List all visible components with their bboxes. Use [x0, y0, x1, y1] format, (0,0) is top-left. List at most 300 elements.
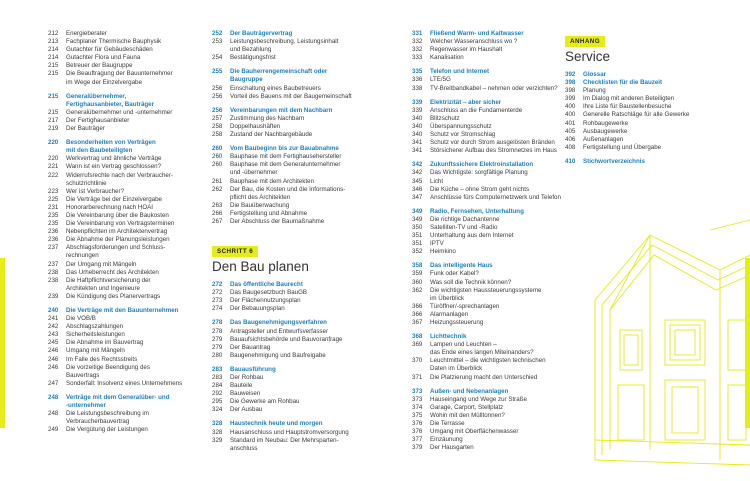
- entry-title: Die VOB/B: [66, 315, 96, 323]
- entry-title: Bestätigungsfrist: [230, 54, 276, 62]
- page-number: 260: [212, 161, 223, 169]
- section-heading[interactable]: 272 Das öffentliche Baurecht: [212, 281, 303, 289]
- section-heading[interactable]: 255 Die Bauherrengemeinschaft oder: [212, 68, 328, 76]
- page-number: 347: [412, 193, 423, 201]
- entry-title: Fachplaner Thermische Bauphysik: [66, 38, 162, 46]
- page-number: [48, 372, 66, 380]
- entry-title: Außenanlagen: [583, 135, 624, 143]
- entry-title: Türöffner/-sprechanlagen: [430, 302, 500, 310]
- toc-entry[interactable]: [48, 220, 198, 228]
- section-heading[interactable]: 248 Verträge mit dem Generalüber- und: [48, 393, 170, 401]
- toc-entry[interactable]: [48, 236, 198, 244]
- toc-entry[interactable]: [48, 212, 198, 220]
- toc-entry[interactable]: [48, 62, 198, 70]
- toc-entry[interactable]: [412, 224, 562, 232]
- entry-title: Hauseingang und Wege zur Straße: [430, 395, 527, 403]
- section-heading[interactable]: 335 Telefon und Internet: [412, 68, 490, 76]
- page-number: 221: [48, 163, 59, 171]
- toc-entry[interactable]: [48, 410, 198, 418]
- toc-entry-continuation[interactable]: [412, 365, 562, 373]
- toc-entry[interactable]: [412, 279, 562, 287]
- page-number: 280: [212, 351, 223, 359]
- toc-entry[interactable]: [212, 202, 352, 210]
- toc-entry[interactable]: [48, 261, 198, 269]
- toc-entry[interactable]: [48, 188, 198, 196]
- toc-entry[interactable]: [48, 356, 198, 364]
- section-heading[interactable]: 358 Das intelligente Haus: [412, 262, 493, 270]
- entry-title: Die Terrasse: [430, 420, 465, 428]
- entry-title: Die Abnahme im Bauvertrag: [66, 339, 144, 347]
- entry-title: Checklisten für die Bauzeit: [583, 79, 663, 87]
- entry-title: das Ende eines langen Miteinanders?: [430, 349, 534, 357]
- section-heading[interactable]: 215 Generalübernehmer,: [48, 92, 127, 100]
- entry-title: Baugenehmigung und Baufreigabe: [230, 351, 326, 359]
- toc-entry[interactable]: [48, 46, 198, 54]
- page-number: 235: [48, 220, 59, 228]
- toc-entry[interactable]: [412, 194, 562, 202]
- toc-entry[interactable]: [412, 147, 562, 155]
- toc-entry[interactable]: [412, 216, 562, 224]
- left-edge-accent: [0, 258, 5, 428]
- toc-entry[interactable]: [212, 398, 352, 406]
- entry-title: und Bezahlung: [230, 46, 272, 54]
- toc-entry[interactable]: [412, 270, 562, 278]
- page-number: 392: [565, 71, 576, 78]
- entry-title: Energieberater: [66, 30, 107, 37]
- toc-entry[interactable]: [212, 161, 352, 169]
- toc-entry[interactable]: [212, 115, 352, 123]
- section-heading[interactable]: 252 Der Bauträgervertrag: [212, 30, 293, 37]
- toc-entry[interactable]: [48, 228, 198, 236]
- entry-title: Antragsteller und Entwurfsverfasser: [230, 327, 329, 335]
- entry-title: Vorteil des Bauens mit der Baugemeinschaft: [230, 92, 352, 100]
- section-heading[interactable]: 373 Außen- und Nebenanlagen: [412, 387, 509, 395]
- entry-title: Anschlüsse fürs Computernetzwerk und Telefon: [430, 193, 561, 201]
- toc-entry[interactable]: [48, 155, 198, 163]
- toc-entry[interactable]: [412, 76, 562, 84]
- entry-title: Zustand der Nachbargebäude: [230, 131, 313, 139]
- entry-title: Nebenpflichten im Architektenvertrag: [66, 228, 168, 236]
- page-number: 400: [565, 111, 576, 119]
- section-heading-cont[interactable]: Baugruppe: [230, 76, 263, 84]
- page-number: [48, 79, 66, 87]
- entry-title: Werkvertrag und ähnliche Verträge: [66, 155, 162, 163]
- page-number: 359: [412, 270, 423, 278]
- toc-entry[interactable]: [412, 232, 562, 240]
- toc-entry[interactable]: [412, 319, 562, 327]
- page-number: 341: [412, 139, 423, 147]
- entry-title: Die Vereinbarung über die Baukosten: [66, 211, 169, 219]
- toc-entry[interactable]: [48, 54, 198, 62]
- entry-title: Was soll die Technik können?: [430, 278, 512, 286]
- toc-entry[interactable]: [412, 444, 562, 452]
- page-number: 400: [565, 103, 576, 111]
- entry-title: rechnungen: [66, 252, 99, 260]
- toc-entry[interactable]: [212, 344, 352, 352]
- toc-entry[interactable]: [212, 352, 352, 360]
- page-number: 243: [48, 331, 59, 339]
- toc-entry[interactable]: [48, 380, 198, 388]
- toc-entry[interactable]: [412, 412, 562, 420]
- toc-entry[interactable]: [48, 339, 198, 347]
- toc-entry[interactable]: [565, 103, 685, 111]
- page-number: 405: [565, 127, 576, 135]
- toc-entry[interactable]: [412, 115, 562, 123]
- page-number: 238: [48, 276, 59, 284]
- toc-entry[interactable]: [565, 87, 685, 95]
- page-number: [48, 285, 66, 293]
- toc-entry-continuation[interactable]: [48, 79, 198, 87]
- page-number: 258: [212, 131, 223, 139]
- entry-title: Die Abnahme der Planungsleistungen: [66, 236, 170, 244]
- section-heading[interactable]: 349 Radio, Fernsehen, Unterhaltung: [412, 207, 524, 215]
- toc-entry[interactable]: [412, 374, 562, 382]
- page-number: 408: [565, 143, 576, 151]
- section-heading[interactable]: 278 Das Baugenehmigungsverfahren: [212, 319, 327, 327]
- toc-entry[interactable]: [212, 38, 352, 46]
- toc-entry[interactable]: [48, 331, 198, 339]
- page-number: 324: [212, 406, 223, 414]
- toc-entry[interactable]: [412, 54, 562, 62]
- page-number: 246: [48, 363, 59, 371]
- entry-title: Fertigstellung und Übergabe: [583, 143, 662, 151]
- page-number: 219: [48, 125, 59, 133]
- toc-entry[interactable]: [212, 297, 352, 305]
- page-number: 225: [48, 195, 59, 203]
- toc-entry-continuation[interactable]: [48, 252, 198, 260]
- toc-entry[interactable]: [412, 396, 562, 404]
- page-number: 374: [412, 403, 423, 411]
- page-number: 262: [212, 185, 223, 193]
- entry-title: Honorarberechnung nach HOAI: [66, 203, 154, 211]
- toc-entry[interactable]: [412, 248, 562, 256]
- entry-title: Daten im Überblick: [430, 365, 483, 373]
- page-number: 273: [212, 297, 223, 305]
- entry-title: Der Bau, die Kosten und die Informations-: [230, 185, 346, 193]
- page-number: 279: [212, 343, 223, 351]
- entry-title: Lampen und Leuchten –: [430, 341, 497, 349]
- entry-title: Bauaufsichtsbehörde und Bauvoranfrage: [230, 335, 343, 343]
- entry-title: Der Fertighausanbieter: [66, 116, 130, 124]
- entry-title: Architekten und Ingenieure: [66, 284, 140, 292]
- toc-entry[interactable]: [212, 178, 352, 186]
- toc-entry[interactable]: [412, 123, 562, 131]
- entry-title: Schutz vor durch Strom ausgelösten Bränden: [430, 139, 555, 147]
- toc-entry[interactable]: [412, 46, 562, 54]
- toc-entry[interactable]: [212, 289, 352, 297]
- page-number: [412, 295, 430, 303]
- entry-title: Die Haftpflichtversicherung der: [66, 276, 151, 284]
- entry-title: Widerrufsrechte nach der Verbraucher-: [66, 171, 173, 179]
- toc-entry[interactable]: [412, 404, 562, 412]
- toc-entry[interactable]: [412, 240, 562, 248]
- entry-title: Die Kündigung des Planervertrags: [66, 292, 161, 300]
- entry-title: anschluss: [230, 444, 258, 452]
- entry-title: Der Umgang mit Mängeln: [66, 260, 137, 268]
- toc-entry[interactable]: [412, 303, 562, 311]
- chapter-title: Den Bau planen: [212, 259, 309, 275]
- page-number: 266: [212, 209, 223, 217]
- entry-title: Zustimmung des Nachbarn: [230, 114, 305, 122]
- toc-entry[interactable]: [565, 120, 685, 128]
- toc-entry[interactable]: [48, 364, 198, 372]
- toc-entry[interactable]: [48, 117, 198, 125]
- toc-entry[interactable]: [412, 178, 562, 186]
- toc-entry[interactable]: [48, 269, 198, 277]
- toc-entry[interactable]: [212, 437, 352, 445]
- entry-title: Die Gewerke am Rohbau: [230, 398, 300, 406]
- toc-entry[interactable]: [212, 390, 352, 398]
- toc-entry[interactable]: [565, 111, 690, 119]
- entry-title: Licht: [430, 177, 444, 185]
- entry-title: Wohin mit den Mülltonnen?: [430, 411, 505, 419]
- entry-title: Im Falle des Rechtsstreits: [66, 355, 138, 363]
- toc-column-3: [412, 30, 562, 452]
- toc-entry[interactable]: [565, 144, 685, 152]
- entry-title: Generalübernehmer und -unternehmer: [66, 108, 173, 116]
- toc-entry[interactable]: [48, 125, 198, 133]
- section-heading-cont[interactable]: mit den Baubeteiligten: [66, 147, 133, 155]
- entry-title: Sonderfall: Insolvenz eines Unternehmens: [66, 379, 183, 387]
- toc-entry[interactable]: [48, 277, 198, 285]
- toc-entry[interactable]: [212, 54, 352, 62]
- entry-title: Das Baugesetzbuch BauGB: [230, 289, 308, 297]
- entry-title: Einschaltung eines Baubetreuers: [230, 84, 321, 92]
- toc-entry[interactable]: [212, 406, 352, 414]
- toc-entry[interactable]: [212, 210, 352, 218]
- toc-entry[interactable]: [48, 426, 198, 434]
- toc-entry[interactable]: [48, 163, 198, 171]
- entry-title: Wann ist ein Vertrag geschlossen?: [66, 163, 162, 171]
- toc-entry[interactable]: [212, 93, 352, 101]
- page-number: 274: [212, 305, 223, 313]
- entry-title: Die Leistungsbeschreibung im: [66, 410, 149, 418]
- page-number: [212, 46, 230, 54]
- toc-entry[interactable]: [412, 436, 562, 444]
- toc-entry[interactable]: [565, 79, 685, 87]
- section-heading-cont[interactable]: Fertighausanbieter, Bauträger: [66, 100, 155, 108]
- toc-entry[interactable]: [212, 429, 352, 437]
- toc-entry-continuation[interactable]: [412, 295, 562, 303]
- toc-entry[interactable]: [412, 311, 562, 319]
- toc-entry[interactable]: [48, 323, 198, 331]
- toc-entry[interactable]: [412, 357, 562, 365]
- toc-entry[interactable]: [48, 204, 198, 212]
- section-heading[interactable]: 368 Lichttechnik: [412, 333, 467, 341]
- page-number: 248: [48, 410, 59, 418]
- chapter-tag: ANHANG: [565, 36, 605, 47]
- entry-title: LTE/5G: [430, 76, 451, 84]
- toc-entry[interactable]: [212, 123, 352, 131]
- toc-entry[interactable]: [48, 30, 198, 38]
- toc-entry-continuation[interactable]: [212, 46, 352, 54]
- entry-title: Heimkino: [430, 248, 456, 256]
- toc-entry[interactable]: [48, 109, 198, 117]
- entry-title: Umgang mit Mängeln: [66, 347, 125, 355]
- page-number: 222: [48, 171, 59, 179]
- chapter-title: Service: [565, 49, 611, 64]
- entry-title: Leistungsbeschreibung, Leistungsinhalt: [230, 38, 339, 46]
- entry-title: schutzrichtlinie: [66, 179, 107, 187]
- page-number: 231: [48, 203, 59, 211]
- page-number: 352: [412, 248, 423, 256]
- entry-title: Die Bauüberwachung: [230, 201, 290, 209]
- entry-title: Umgang mit Oberflächenwasser: [430, 428, 519, 436]
- page-number: 283: [212, 374, 223, 381]
- toc-entry[interactable]: [412, 186, 562, 194]
- toc-entry[interactable]: [48, 315, 198, 323]
- toc-entry[interactable]: [212, 153, 352, 161]
- entry-title: Der Bauträger: [66, 125, 105, 133]
- page-number: 371: [412, 373, 423, 381]
- section-heading[interactable]: 256 Vereinbarungen mit dem Nachbarn: [212, 106, 333, 114]
- section-heading[interactable]: 331 Fließend Warm- und Kaltwasser: [412, 30, 524, 37]
- entry-title: Anschluss an die Fundamenterde: [430, 106, 523, 114]
- toc-entry[interactable]: [565, 136, 685, 144]
- toc-entry[interactable]: [212, 186, 352, 194]
- entry-title: Alarmanlagen: [430, 310, 469, 318]
- toc-entry[interactable]: [48, 172, 198, 180]
- page-number: 213: [48, 38, 59, 46]
- page-number: 377: [412, 436, 423, 444]
- toc-entry[interactable]: [412, 131, 562, 139]
- entry-title: Bauphase mit dem Generalunternehmer: [230, 161, 341, 169]
- toc-entry[interactable]: [212, 382, 352, 390]
- entry-title: Die wichtigsten Haussteuerungssysteme: [430, 286, 542, 294]
- toc-entry[interactable]: [412, 428, 562, 436]
- toc-entry[interactable]: [412, 139, 562, 147]
- page-number: 214: [48, 54, 59, 62]
- page-number: 236: [48, 236, 59, 244]
- entry-title: Garage, Carport, Stellplatz: [430, 403, 504, 411]
- toc-entry[interactable]: [48, 347, 198, 355]
- section-heading-cont[interactable]: -unternehmer: [66, 402, 106, 410]
- toc-entry[interactable]: [48, 293, 198, 301]
- section-heading[interactable]: 220 Besonderheiten von Verträgen: [48, 139, 156, 147]
- toc-entry-continuation[interactable]: [48, 418, 198, 426]
- page-number: 333: [412, 54, 423, 62]
- toc-entry[interactable]: [48, 38, 198, 46]
- toc-entry-continuation[interactable]: [212, 194, 352, 202]
- section-heading[interactable]: 260 Vom Baubeginn bis zur Bauabnahme: [212, 145, 339, 153]
- entry-title: Der Bebauungsplan: [230, 305, 285, 313]
- page-number: 376: [412, 428, 423, 436]
- toc-entry[interactable]: [212, 85, 352, 93]
- page-number: [412, 349, 430, 357]
- page-number: 340: [412, 114, 423, 122]
- toc-entry-continuation[interactable]: [48, 180, 198, 188]
- page-number: 284: [212, 382, 223, 390]
- page-number: 253: [212, 38, 223, 46]
- page-number: 339: [412, 106, 423, 114]
- entry-title: Einzäunung: [430, 436, 463, 444]
- page-number: 399: [565, 95, 576, 103]
- toc-column-1: [48, 30, 198, 434]
- toc-entry[interactable]: [565, 128, 685, 136]
- page-number: 272: [212, 289, 223, 297]
- page-number: 237: [48, 244, 59, 252]
- toc-entry-continuation[interactable]: [212, 445, 352, 453]
- entry-title: Der Abschluss der Baumaßnahme: [230, 217, 325, 225]
- page-number: 256: [212, 92, 223, 100]
- page-number: 241: [48, 315, 59, 323]
- entry-title: Der Ausbau: [230, 406, 263, 414]
- entry-title: Fertigstellung und Abnahme: [230, 209, 308, 217]
- entry-title: Glossar: [583, 71, 607, 78]
- page-number: 401: [565, 119, 576, 127]
- toc-entry[interactable]: [48, 196, 198, 204]
- entry-title: Abschlagszahlungen: [66, 323, 124, 331]
- toc-entry[interactable]: [212, 336, 352, 344]
- page-number: 345: [412, 177, 423, 185]
- page-number: 338: [412, 84, 423, 92]
- entry-title: Der Bauantrag: [230, 343, 271, 351]
- page-number: 247: [48, 379, 59, 387]
- toc-entry[interactable]: [412, 341, 562, 349]
- section-heading[interactable]: 240 Die Verträge mit den Bauunternehmen: [48, 307, 179, 314]
- toc-entry[interactable]: [212, 374, 352, 382]
- toc-entry[interactable]: [565, 95, 685, 103]
- page-number: 223: [48, 187, 59, 195]
- toc-entry-continuation[interactable]: [48, 372, 198, 380]
- toc-entry-continuation[interactable]: [212, 169, 352, 177]
- toc-entry[interactable]: [412, 169, 562, 177]
- toc-entry-continuation[interactable]: [48, 285, 198, 293]
- entry-title: Das Urheberrecht des Architekten: [66, 268, 159, 276]
- page-number: 212: [48, 30, 59, 37]
- toc-entry[interactable]: [412, 38, 562, 46]
- page-number: 340: [412, 131, 423, 139]
- toc-entry[interactable]: [212, 131, 352, 139]
- toc-entry[interactable]: [212, 305, 352, 313]
- page-number: 258: [212, 122, 223, 130]
- section-heading[interactable]: 339 Elektrizität – aber sicher: [412, 98, 502, 106]
- toc-entry[interactable]: [212, 218, 352, 226]
- toc-column-4: [565, 30, 690, 166]
- entry-title: Hausanschluss und Hauptstromversorgung: [230, 428, 349, 436]
- page-number: 279: [212, 335, 223, 343]
- toc-entry[interactable]: [412, 287, 562, 295]
- toc-entry[interactable]: [565, 71, 685, 79]
- section-heading[interactable]: 410 Stichwortverzeichnis: [565, 157, 645, 165]
- page-number: 351: [412, 240, 423, 248]
- page-number: 336: [412, 76, 423, 84]
- toc-entry[interactable]: [48, 70, 198, 78]
- entry-title: Abschlagsforderungen und Schluss-: [66, 244, 166, 252]
- entry-title: Gutachter für Gebäudeschäden: [66, 46, 153, 54]
- page-number: 237: [48, 260, 59, 268]
- toc-entry[interactable]: [412, 107, 562, 115]
- page-number: 350: [412, 223, 423, 231]
- page-number: 366: [412, 302, 423, 310]
- page-number: 406: [565, 135, 576, 143]
- page-number: 261: [212, 177, 223, 185]
- page-number: 246: [48, 355, 59, 363]
- toc-entry-continuation[interactable]: [412, 349, 562, 357]
- toc-entry[interactable]: [412, 85, 562, 93]
- section-heading[interactable]: 342 Zukunftssichere Elektroinstallation: [412, 161, 534, 169]
- entry-title: Die Beauftragung der Bauunternehmer: [66, 70, 173, 78]
- toc-entry[interactable]: [412, 420, 562, 428]
- page-number: 332: [412, 46, 423, 54]
- entry-title: Die Verträge bei der Einzelvergabe: [66, 195, 162, 203]
- toc-entry[interactable]: [212, 328, 352, 336]
- entry-title: Ihre Liste für Baustellenbesuche: [583, 103, 672, 111]
- toc-entry[interactable]: [48, 244, 198, 252]
- entry-title: im Überblick: [430, 294, 465, 302]
- section-heading[interactable]: 283 Bauausführung: [212, 365, 276, 373]
- section-heading[interactable]: 328 Haustechnik heute und morgen: [212, 420, 323, 428]
